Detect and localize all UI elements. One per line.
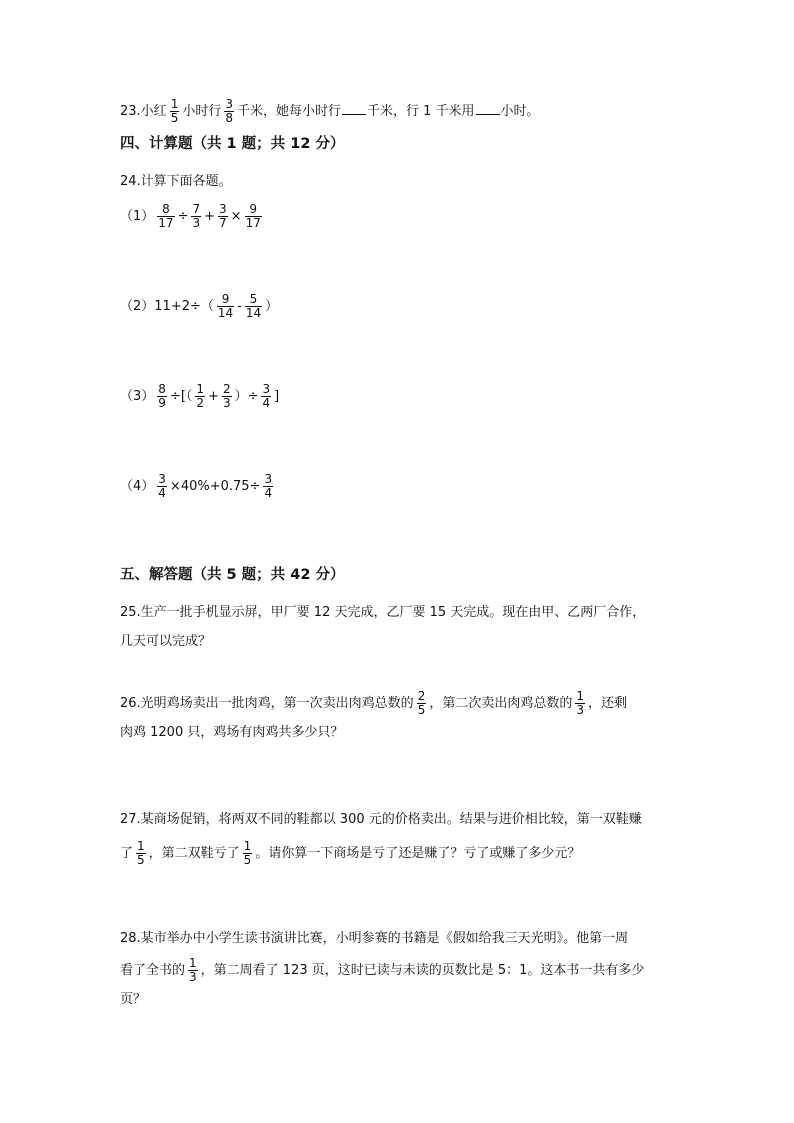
- q28-line-1: 28.某市举办中小学生读书演讲比赛，小明参赛的书籍是《假如给我三天光明》。他第一周: [120, 931, 629, 946]
- fraction: $\frac{3}{8}$: [225, 97, 233, 125]
- fraction: $\frac{1}{5}$: [170, 97, 179, 125]
- answer-blank[interactable]: [476, 102, 500, 115]
- q24-part-2: （2）11+2÷（ $\frac{9}{14}$ - $\frac{5}{14}$ ）: [120, 292, 279, 320]
- fraction: $\frac{5}{14}$: [245, 292, 262, 320]
- question-23: [120, 98, 540, 125]
- fraction: $\frac{2}{5}$: [417, 689, 426, 717]
- fraction: $\frac{8}{9}$: [158, 382, 166, 410]
- fraction: $\frac{3}{7}$: [219, 202, 227, 230]
- fraction: $\frac{7}{3}$: [192, 202, 201, 230]
- fraction: $\frac{3}{4}$: [158, 472, 166, 500]
- q24-part-4: （4） $\frac{3}{4}$ ×40%+0.75÷ $\frac{3}{4}$: [120, 472, 273, 500]
- q27-line-2: 了 $\frac{1}{5}$ ，第二双鞋亏了 $\frac{1}{5}$ 。请你算一下商场是亏了还是赚了？亏了或赚了多少元？: [120, 839, 581, 867]
- fraction: $\frac{1}{2}$: [196, 382, 205, 410]
- q25-line-1: 25.生产一批手机显示屏，甲厂要 12 天完成，乙厂要 15 天完成。现在由甲、乙两厂合作，: [120, 605, 646, 620]
- q28-line-3: 页？: [120, 992, 147, 1007]
- q23-text-1: 小时行: [182, 104, 222, 119]
- q27-line-1: 27.某商场促销，将两双不同的鞋都以 300 元的价格卖出。结果与进价相比较，第一双鞋赚: [120, 812, 642, 827]
- fraction: $\frac{2}{3}$: [222, 382, 231, 410]
- q24-part-1: （1） $\frac{8}{17}$ ÷ $\frac{7}{3}$ + $\frac{3}{7}$ × $\frac{9}{17}$: [120, 202, 261, 230]
- q26-line-2: 肉鸡 1200 只，鸡场有肉鸡共多少只？: [120, 725, 344, 740]
- fraction: $\frac{1}{3}$: [576, 689, 584, 717]
- fraction: $\frac{8}{17}$: [158, 202, 174, 230]
- q23-text-2: 千米，她每小时行: [236, 104, 341, 119]
- fraction: $\frac{3}{4}$: [262, 382, 271, 410]
- fraction: $\frac{9}{17}$: [245, 202, 261, 230]
- q28-line-2: 看了全书的 $\frac{1}{3}$ ，第二周看了 123 页，这时已读与未读的页数比是 5：1。这本书一共有多少: [120, 956, 645, 984]
- section-5-heading: 五、解答题（共 5 题；共 42 分）: [120, 567, 345, 583]
- q26-line-1: 26.光明鸡场卖出一批肉鸡，第一次卖出肉鸡总数的 $\frac{2}{5}$ ，第二次卖出肉鸡总数的 $\frac{1}{3}$ ，还剩: [120, 689, 627, 717]
- fraction: $\frac{9}{14}$: [217, 292, 234, 320]
- q23-prefix: 23.小红: [120, 104, 167, 119]
- fraction: $\frac{3}{4}$: [264, 472, 273, 500]
- section-4-heading: 四、计算题（共 1 题；共 12 分）: [120, 136, 345, 152]
- q23-text-4: 小时。: [500, 104, 540, 119]
- answer-blank[interactable]: [342, 102, 366, 115]
- q25-line-2: 几天可以完成？: [120, 634, 212, 649]
- q23-text-3: 千米，行 1 千米用: [367, 104, 475, 119]
- q24-part-3: （3） $\frac{8}{9}$ ÷[（ $\frac{1}{2}$ + $\frac{2}{3}$ ）÷ $\frac{3}{4}$ ]: [120, 382, 280, 410]
- fraction: $\frac{1}{5}$: [243, 839, 252, 867]
- q24-intro: 24.计算下面各题。: [120, 174, 232, 189]
- fraction: $\frac{1}{3}$: [189, 956, 197, 984]
- fraction: $\frac{1}{5}$: [137, 839, 145, 867]
